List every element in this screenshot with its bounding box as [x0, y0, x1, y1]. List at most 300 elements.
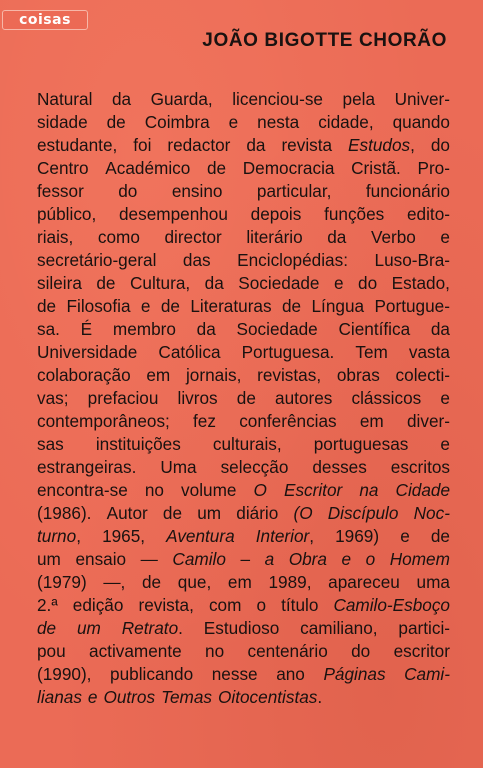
- bio-word: [161, 686, 212, 709]
- bio-word-text: Literaturas: [190, 296, 272, 316]
- bio-word-text: Portuguesa.: [241, 342, 335, 362]
- bio-word: [37, 226, 73, 249]
- bio-word-text: pela: [342, 89, 376, 109]
- bio-word: [348, 134, 415, 157]
- bio-word: [390, 548, 450, 571]
- bio-word-text: Guarda,: [150, 89, 213, 109]
- bio-word-text: Enciclopédias:: [237, 250, 348, 270]
- bio-word-text: turno: [37, 526, 77, 546]
- bio-word-text: secretário-geral: [37, 250, 157, 270]
- bio-word-text: estudante,: [37, 135, 118, 155]
- bio-word: [440, 226, 450, 249]
- bio-word-text: desempenhou: [118, 204, 228, 224]
- bio-word-text: Temas: [161, 687, 213, 707]
- bio-word-text: e: [140, 296, 151, 316]
- bio-word-text: lianas: [37, 687, 82, 707]
- bio-line: [37, 249, 450, 272]
- bio-word-text: Democracia: [242, 158, 335, 178]
- bio-word: [37, 456, 136, 479]
- bio-word-text: uma: [416, 572, 450, 592]
- bio-word: [243, 157, 335, 180]
- bio-word-text: no: [205, 641, 225, 661]
- bio-word: [37, 157, 89, 180]
- bio-word: [75, 548, 126, 571]
- bio-word: [242, 341, 335, 364]
- bio-word-text: 2.ª: [37, 595, 58, 615]
- bio-word-text: livros: [177, 388, 218, 408]
- bio-word: [375, 249, 450, 272]
- bio-word: [246, 226, 302, 249]
- bio-word-text: Camilo-Esboço: [333, 595, 450, 615]
- bio-word-text: um: [197, 503, 222, 523]
- bio-word-text: Discípulo: [327, 503, 399, 523]
- bio-line: [37, 111, 450, 134]
- bio-word-text: Filosofia: [66, 296, 131, 316]
- bio-word-text: com: [208, 595, 242, 615]
- bio-word-text: revista: [281, 135, 333, 155]
- bio-word-text: Académico: [105, 158, 191, 178]
- bio-line: [37, 594, 450, 617]
- bio-word-text: pou: [37, 641, 66, 661]
- bio-word-text: depois: [250, 204, 302, 224]
- bio-word-text: Sociedade: [238, 273, 320, 293]
- bio-word: [164, 226, 221, 249]
- bio-word-text: ,: [309, 526, 315, 546]
- bio-line: [37, 364, 450, 387]
- bio-word: [37, 318, 60, 341]
- bio-word: [337, 364, 380, 387]
- bio-line: [37, 663, 450, 686]
- bio-word-text: encontra-se: [37, 480, 128, 500]
- bio-line: [37, 525, 450, 548]
- bio-word: [351, 640, 370, 663]
- bio-word-text: Pro-: [417, 158, 450, 178]
- bio-word-text: publicando: [110, 664, 194, 684]
- bio-word: [328, 502, 399, 525]
- bio-word-text: jornais,: [185, 365, 242, 385]
- bio-word: [237, 249, 348, 272]
- series-badge: coisas: [2, 10, 88, 30]
- bio-word: [172, 180, 223, 203]
- bio-word-text: partici-: [398, 618, 450, 638]
- bio-word-text: Cristã.: [351, 158, 401, 178]
- bio-word-text: Obra: [288, 549, 327, 569]
- bio-word-text: em: [227, 572, 252, 592]
- bio-word-text: camiliano,: [300, 618, 378, 638]
- bio-word-text: de: [106, 112, 126, 132]
- bio-word: [110, 663, 193, 686]
- bio-word-text: (1990),: [37, 664, 92, 684]
- bio-word-text: Oitocentistas: [218, 687, 318, 707]
- bio-word-text: prefaciou: [87, 388, 159, 408]
- bio-word-text: público,: [37, 204, 97, 224]
- bio-word-text: em: [146, 365, 171, 385]
- bio-word: [207, 157, 226, 180]
- author-name: JOÃO BIGOTTE CHORÃO: [202, 30, 447, 51]
- bio-word-text: e: [440, 388, 450, 408]
- bio-word: [394, 640, 450, 663]
- bio-word: [246, 134, 265, 157]
- bio-word: [229, 111, 239, 134]
- bio-word: [374, 295, 449, 318]
- bio-word-text: —: [140, 549, 158, 569]
- bio-word: [37, 387, 69, 410]
- bio-word: [205, 272, 224, 295]
- bio-word: [228, 571, 252, 594]
- bio-word: [161, 295, 180, 318]
- bio-word: [178, 387, 218, 410]
- bio-word-text: da: [327, 227, 347, 247]
- bio-word: [37, 594, 58, 617]
- bio-word: [366, 180, 450, 203]
- bio-word: [37, 617, 56, 640]
- bio-word: [395, 88, 450, 111]
- bio-word: [312, 295, 365, 318]
- bio-line: [37, 318, 450, 341]
- bio-word-text: no: [144, 480, 164, 500]
- bio-word-text: do: [430, 135, 450, 155]
- bio-word-text: Camilo: [172, 549, 226, 569]
- bio-word-text: diário: [236, 503, 279, 523]
- bio-word-text: Portugue-: [374, 296, 450, 316]
- bio-word-text: sa.: [37, 319, 60, 339]
- bio-word: [371, 226, 416, 249]
- bio-line: [37, 502, 450, 525]
- bio-word: [314, 433, 409, 456]
- bio-word-text: escritos: [390, 457, 450, 477]
- bio-line: [37, 548, 450, 571]
- bio-word-text: da: [204, 273, 224, 293]
- bio-word: [37, 111, 88, 134]
- bio-word-text: quando: [392, 112, 450, 132]
- bio-word-text: clássicos: [351, 388, 422, 408]
- bio-word: [37, 341, 137, 364]
- bio-word: [141, 548, 158, 571]
- bio-word-text: instituições: [95, 434, 181, 454]
- bio-word-text: Cultura,: [129, 273, 191, 293]
- bio-word-text: a: [264, 549, 275, 569]
- bio-word: [414, 502, 450, 525]
- bio-word-text: de: [430, 526, 450, 546]
- bio-word-text: de: [142, 572, 162, 592]
- bio-word: [37, 180, 84, 203]
- bio-word-text: Páginas: [323, 664, 386, 684]
- bio-word-text: ensaio: [75, 549, 127, 569]
- bio-word: [318, 111, 373, 134]
- bio-word-text: ano: [276, 664, 305, 684]
- bio-word: [328, 571, 400, 594]
- bio-word: [167, 134, 230, 157]
- bio-word: [431, 525, 450, 548]
- bio-line: [37, 640, 450, 663]
- bio-word: [37, 410, 170, 433]
- bio-word-text: Homem: [389, 549, 450, 569]
- bio-word-text: foi: [133, 135, 152, 155]
- bio-word-text: de: [96, 273, 116, 293]
- bio-word: [236, 502, 278, 525]
- bio-word-text: Universidade: [37, 342, 138, 362]
- bio-line: [37, 456, 450, 479]
- bio-word-text: colecti-: [395, 365, 450, 385]
- bio-word: [37, 525, 81, 548]
- bio-word-text: da: [196, 319, 216, 339]
- bio-word: [256, 525, 314, 548]
- bio-word: [265, 548, 275, 571]
- bio-word: [204, 617, 279, 640]
- bio-word-text: ensino: [171, 181, 223, 201]
- bio-word: [112, 88, 131, 111]
- bio-word: [282, 295, 301, 318]
- bio-word: [37, 571, 87, 594]
- bio-word-text: escritor: [393, 641, 450, 661]
- bio-word-text: 1965,: [102, 526, 146, 546]
- bio-word-text: desses: [312, 457, 367, 477]
- bio-word-text: e: [440, 434, 450, 454]
- bio-word: [37, 686, 82, 709]
- bio-word: [88, 686, 98, 709]
- bio-word-text: da: [430, 319, 450, 339]
- bio-word: [398, 617, 450, 640]
- bio-line: [37, 134, 450, 157]
- bio-word-text: um: [77, 618, 101, 638]
- bio-word: [404, 663, 450, 686]
- bio-word: [172, 548, 225, 571]
- bio-word: [81, 318, 92, 341]
- bio-word: [67, 295, 131, 318]
- bio-word: [103, 571, 125, 594]
- bio-word: [257, 364, 321, 387]
- bio-word: [407, 410, 450, 433]
- bio-word-text: o: [365, 549, 376, 569]
- bio-word: [333, 594, 450, 617]
- bio-line: [37, 433, 450, 456]
- bio-word: [300, 617, 377, 640]
- bio-word-text: Noc-: [413, 503, 450, 523]
- bio-word: [145, 479, 164, 502]
- bio-word: [396, 479, 450, 502]
- bio-word: [37, 295, 56, 318]
- bio-word: [248, 640, 328, 663]
- bio-word-text: colaboração: [37, 365, 131, 385]
- bio-word-text: em: [359, 411, 384, 431]
- bio-word-text: título: [281, 595, 319, 615]
- bio-word: [289, 548, 327, 571]
- bio-word: [37, 433, 64, 456]
- bio-word-text: e: [228, 112, 239, 132]
- bio-word: [37, 203, 96, 226]
- bio-word-text: autores: [275, 388, 333, 408]
- bio-line: [37, 686, 450, 709]
- bio-word-text: vas;: [37, 388, 69, 408]
- bio-word-text: cidade,: [318, 112, 374, 132]
- bio-word-text: contemporâneos;: [37, 411, 170, 431]
- bio-word: [102, 525, 145, 548]
- bio-word: [334, 272, 344, 295]
- bio-word-text: edito-: [407, 204, 450, 224]
- bio-line: [37, 203, 450, 226]
- bio-word-text: particular,: [256, 181, 332, 201]
- bio-word-text: obras: [336, 365, 380, 385]
- bio-line: [37, 571, 450, 594]
- bio-word: [327, 226, 346, 249]
- bio-word-text: de: [37, 618, 57, 638]
- bio-line: [37, 387, 450, 410]
- bio-word-text: revista,: [138, 595, 194, 615]
- bio-word: [431, 134, 450, 157]
- bio-word-text: na: [359, 480, 379, 500]
- bio-word-text: que,: [177, 572, 212, 592]
- bio-word-text: (1979): [37, 572, 87, 592]
- bio-word: [37, 364, 131, 387]
- bio-word: [335, 525, 379, 548]
- bio-word-text: de: [281, 296, 302, 316]
- bio-word: [183, 249, 211, 272]
- bio-word: [166, 525, 234, 548]
- bio-word: [37, 548, 61, 571]
- bio-word: [37, 640, 66, 663]
- bio-word: [145, 111, 210, 134]
- bio-word-text: Estado,: [391, 273, 450, 293]
- bio-word-text: de: [37, 296, 57, 316]
- bio-word-text: 1989,: [268, 572, 312, 592]
- bio-word: [89, 640, 182, 663]
- bio-word: [391, 456, 450, 479]
- bio-word: [96, 272, 115, 295]
- bio-word: [440, 387, 450, 410]
- bio-word: [158, 341, 220, 364]
- bio-word: [360, 410, 384, 433]
- bio-word-text: Univer-: [394, 89, 450, 109]
- bio-word-text: e: [341, 549, 352, 569]
- bio-word: [257, 180, 332, 203]
- bio-word-text: director: [164, 227, 222, 247]
- bio-word: [358, 272, 377, 295]
- bio-word: [281, 594, 318, 617]
- bio-word-text: Luso-Bra-: [374, 250, 450, 270]
- bio-word-text: Verbo: [370, 227, 416, 247]
- bio-word-text: e: [333, 273, 344, 293]
- bio-word-text: apareceu: [328, 572, 400, 592]
- bio-word-text: do: [118, 181, 138, 201]
- bio-word: [197, 502, 221, 525]
- bio-word-text: ,: [410, 135, 415, 155]
- bio-word-text: redactor: [167, 135, 231, 155]
- bio-word-text: membro: [112, 319, 176, 339]
- bio-word: [257, 111, 299, 134]
- bio-word-text: Outros: [103, 687, 156, 707]
- bio-word: [338, 318, 410, 341]
- bio-word-text: estrangeiras.: [37, 457, 137, 477]
- bio-line: [37, 157, 450, 180]
- bio-word-text: Centro: [37, 158, 89, 178]
- bio-word-text: do: [358, 273, 378, 293]
- bio-word-text: Uma: [160, 457, 197, 477]
- bio-word: [284, 479, 342, 502]
- bio-word: [160, 456, 196, 479]
- bio-word: [37, 479, 128, 502]
- bio-line: [37, 88, 450, 111]
- bio-word: [251, 203, 302, 226]
- bio-word: [103, 686, 155, 709]
- bio-word-text: Coimbra: [144, 112, 210, 132]
- bio-word: [342, 548, 352, 571]
- bio-word: [392, 272, 450, 295]
- bio-word: [417, 571, 450, 594]
- bio-word: [212, 663, 258, 686]
- bio-word-text: sas: [37, 434, 64, 454]
- bio-word-text: Interior: [255, 526, 310, 546]
- bio-word: [130, 272, 190, 295]
- bio-word: [107, 502, 148, 525]
- bio-word: [237, 387, 256, 410]
- bio-word-text: É: [80, 319, 93, 339]
- bio-word: [417, 157, 449, 180]
- bio-word: [218, 686, 322, 709]
- bio-word-text: Aventura: [166, 526, 235, 546]
- bio-word-text: Retrato: [121, 618, 179, 638]
- bio-word: [431, 318, 450, 341]
- bio-line: [37, 617, 450, 640]
- bio-line: [37, 295, 450, 318]
- bio-word-text: Cami-: [404, 664, 450, 684]
- bio-word: [37, 134, 117, 157]
- bio-word: [396, 364, 450, 387]
- bio-word-text: O: [253, 480, 267, 500]
- bio-word-text: de: [162, 503, 183, 523]
- bio-word-text: conferências: [239, 411, 337, 431]
- bio-word: [122, 617, 183, 640]
- bio-word: [77, 617, 101, 640]
- bio-word-text: do: [351, 641, 371, 661]
- bio-word-text: Científica: [338, 319, 411, 339]
- bio-word: [107, 111, 126, 134]
- bio-word: [213, 433, 282, 456]
- bio-word: [118, 180, 137, 203]
- bio-word: [151, 88, 213, 111]
- bio-word: [119, 203, 228, 226]
- bio-line: [37, 479, 450, 502]
- bio-word: [105, 157, 190, 180]
- bio-word: [221, 456, 289, 479]
- bio-word: [37, 663, 91, 686]
- biography-text: [37, 88, 450, 709]
- bio-word: [276, 663, 305, 686]
- bio-word-text: Católica: [158, 342, 221, 362]
- bio-word-text: Escritor: [283, 480, 343, 500]
- bio-word-text: edição: [72, 595, 124, 615]
- bio-word-text: nesse: [211, 664, 258, 684]
- bio-line: [37, 272, 450, 295]
- bio-word: [193, 410, 216, 433]
- bio-word: [355, 341, 387, 364]
- bio-word-text: sileira: [37, 273, 82, 293]
- bio-word: [351, 157, 401, 180]
- bio-word-text: e: [440, 227, 450, 247]
- bio-word: [281, 134, 332, 157]
- bio-word-text: ,: [76, 526, 81, 546]
- bio-word-text: de: [206, 158, 227, 178]
- bio-word: [312, 456, 366, 479]
- bio-word: [73, 594, 124, 617]
- bio-word: [146, 364, 170, 387]
- bio-word-text: e: [400, 526, 410, 546]
- bio-word-text: Natural: [37, 89, 93, 109]
- bio-line: [37, 410, 450, 433]
- bio-word: [393, 111, 450, 134]
- bio-word: [232, 88, 323, 111]
- bio-word-text: Autor: [106, 503, 148, 523]
- bio-word: [323, 663, 385, 686]
